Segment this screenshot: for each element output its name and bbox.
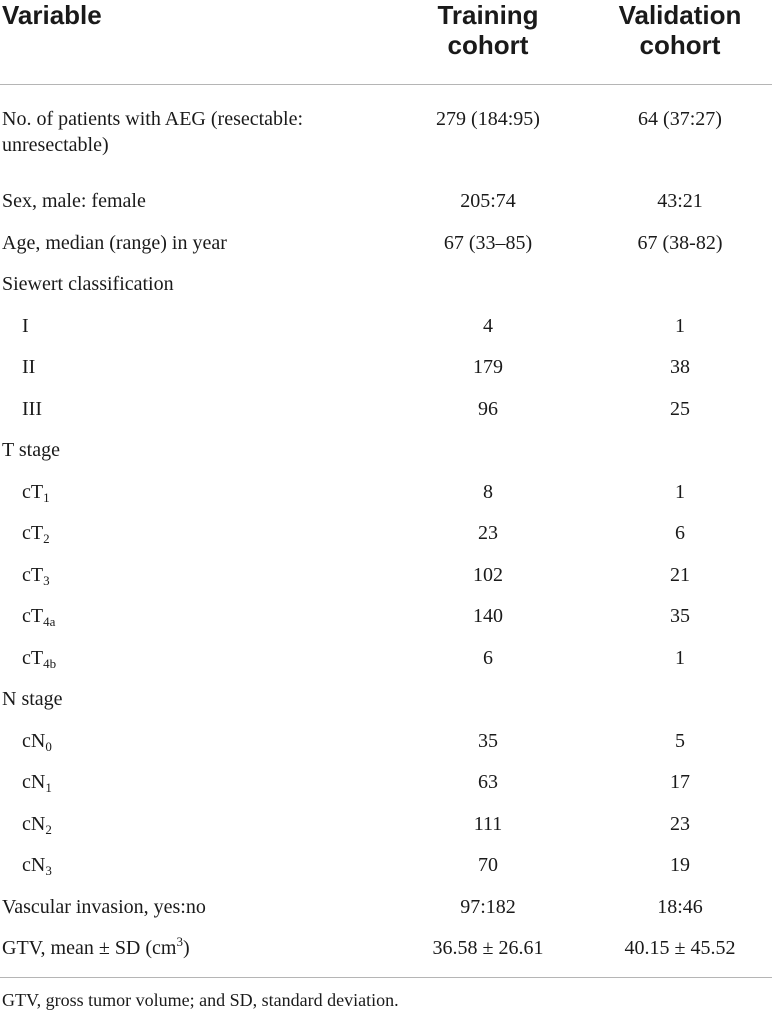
table-row-gtv [0, 927, 772, 969]
table-row-cn2 [0, 803, 772, 845]
header-validation-cohort [580, 0, 772, 60]
row-validation-value: 35 [670, 605, 690, 627]
label-base: cN [22, 854, 46, 876]
label-base: cT [22, 480, 44, 503]
row-label: T stage [2, 439, 60, 461]
row-validation-value: 21 [670, 563, 690, 586]
row-validation-value: 5 [675, 729, 685, 752]
label-subscript: 4a [43, 614, 56, 629]
row-training-value: 96 [478, 397, 498, 420]
label-subscript: 3 [43, 572, 50, 588]
header-training-line2: cohort [447, 30, 529, 60]
row-training-value: 35 [478, 729, 498, 752]
row-label [22, 603, 402, 635]
table-row-cn0 [0, 720, 772, 762]
row-validation-value: 64 (37:27) [638, 108, 722, 130]
row-label: III [22, 397, 42, 420]
row-training-value: 6 [483, 646, 493, 669]
table-row-patients [0, 98, 772, 180]
footer-divider [0, 977, 772, 978]
row-label: Sex, male: female [2, 190, 146, 212]
row-training-value: 36.58 ± 26.61 [432, 937, 544, 959]
row-label: N stage [2, 688, 63, 710]
row-validation-value: 6 [675, 522, 685, 544]
row-label: Age, median (range) in year [2, 231, 227, 254]
row-validation-value: 43:21 [657, 190, 703, 212]
row-training-value: 8 [483, 480, 493, 503]
table-row-vascular-invasion [0, 886, 772, 928]
table-row-cn1 [0, 761, 772, 803]
table-row-n-stage-heading [0, 678, 772, 720]
row-validation-value: 25 [670, 397, 690, 420]
table-row-t-stage-heading [0, 429, 772, 471]
label-subscript: 4b [43, 655, 57, 671]
label-superscript: 3 [176, 934, 183, 949]
row-training-value: 279 (184:95) [436, 108, 540, 130]
table-row-siewert-heading [0, 263, 772, 305]
label-base: cT [22, 646, 44, 669]
row-training-value: 140 [473, 605, 503, 627]
table-row-ct2 [0, 512, 772, 554]
table-footnote: GTV, gross tumor volume; and SD, standard deviation. [2, 990, 399, 1010]
row-training-value: 205:74 [460, 190, 516, 212]
row-training-value: 179 [473, 356, 503, 378]
table-row-ct4a [0, 595, 772, 637]
table-row-siewert-ii [0, 346, 772, 388]
table-body [0, 98, 772, 969]
row-training-value: 97:182 [460, 895, 516, 918]
label-base: cT [22, 605, 44, 627]
row-label: I [22, 314, 29, 337]
row-validation-value: 18:46 [657, 895, 703, 918]
row-validation-value: 1 [675, 480, 685, 503]
header-training-line1: Training [437, 0, 539, 30]
row-training-value: 70 [478, 854, 498, 876]
table-row-siewert-iii [0, 388, 772, 430]
row-label: Vascular invasion, yes:no [2, 895, 206, 918]
row-validation-value: 40.15 ± 45.52 [624, 937, 736, 959]
row-validation-value: 38 [670, 356, 690, 378]
label-base: cN [22, 771, 46, 793]
row-validation-value: 17 [670, 771, 690, 793]
table-row-ct4b [0, 637, 772, 679]
label-base: cT [22, 522, 44, 544]
row-label [22, 769, 402, 801]
row-training-value: 63 [478, 771, 498, 793]
label-base: cN [22, 812, 46, 835]
row-label [22, 728, 402, 760]
row-training-value: 102 [473, 563, 503, 586]
row-label [22, 479, 402, 511]
label-tail: ) [182, 937, 190, 959]
row-label [22, 520, 402, 552]
row-training-value: 67 (33–85) [443, 231, 533, 254]
table-row-siewert-i [0, 305, 772, 347]
row-label [22, 562, 402, 594]
table-row-ct3 [0, 554, 772, 596]
row-validation-value: 1 [675, 314, 685, 337]
row-validation-value: 23 [670, 812, 690, 835]
row-validation-value: 1 [675, 646, 685, 669]
row-training-value: 4 [483, 314, 493, 337]
label-subscript: 3 [45, 863, 52, 878]
label-subscript: 2 [45, 821, 52, 837]
row-label: II [22, 356, 36, 378]
label-subscript: 2 [43, 531, 50, 546]
header-variable: Variable [2, 0, 102, 30]
header-validation-line2: cohort [639, 30, 721, 60]
row-label [22, 852, 402, 884]
label-subscript: 1 [45, 780, 52, 795]
table-row-age [0, 222, 772, 264]
header-training-cohort [388, 0, 588, 60]
table-row-cn3 [0, 844, 772, 886]
label-base: cN [22, 729, 46, 752]
row-label [2, 935, 382, 961]
row-label: No. of patients with AEG (resectable: unresectable) [2, 108, 304, 156]
row-label: Siewert classification [2, 273, 174, 295]
row-validation-value: 19 [670, 854, 690, 876]
table-row-ct1 [0, 471, 772, 513]
row-training-value: 23 [478, 522, 498, 544]
table-header [0, 0, 772, 84]
label-subscript: 1 [43, 489, 50, 505]
label-subscript: 0 [45, 738, 52, 754]
header-validation-line1: Validation [618, 0, 742, 30]
row-label [22, 811, 402, 843]
row-validation-value: 67 (38-82) [637, 231, 723, 254]
label-base: GTV, mean ± SD (cm [2, 937, 177, 959]
label-base: cT [22, 563, 44, 586]
header-divider [0, 84, 772, 85]
row-label [22, 645, 402, 677]
row-training-value: 111 [473, 812, 503, 835]
table-row-sex [0, 180, 772, 222]
